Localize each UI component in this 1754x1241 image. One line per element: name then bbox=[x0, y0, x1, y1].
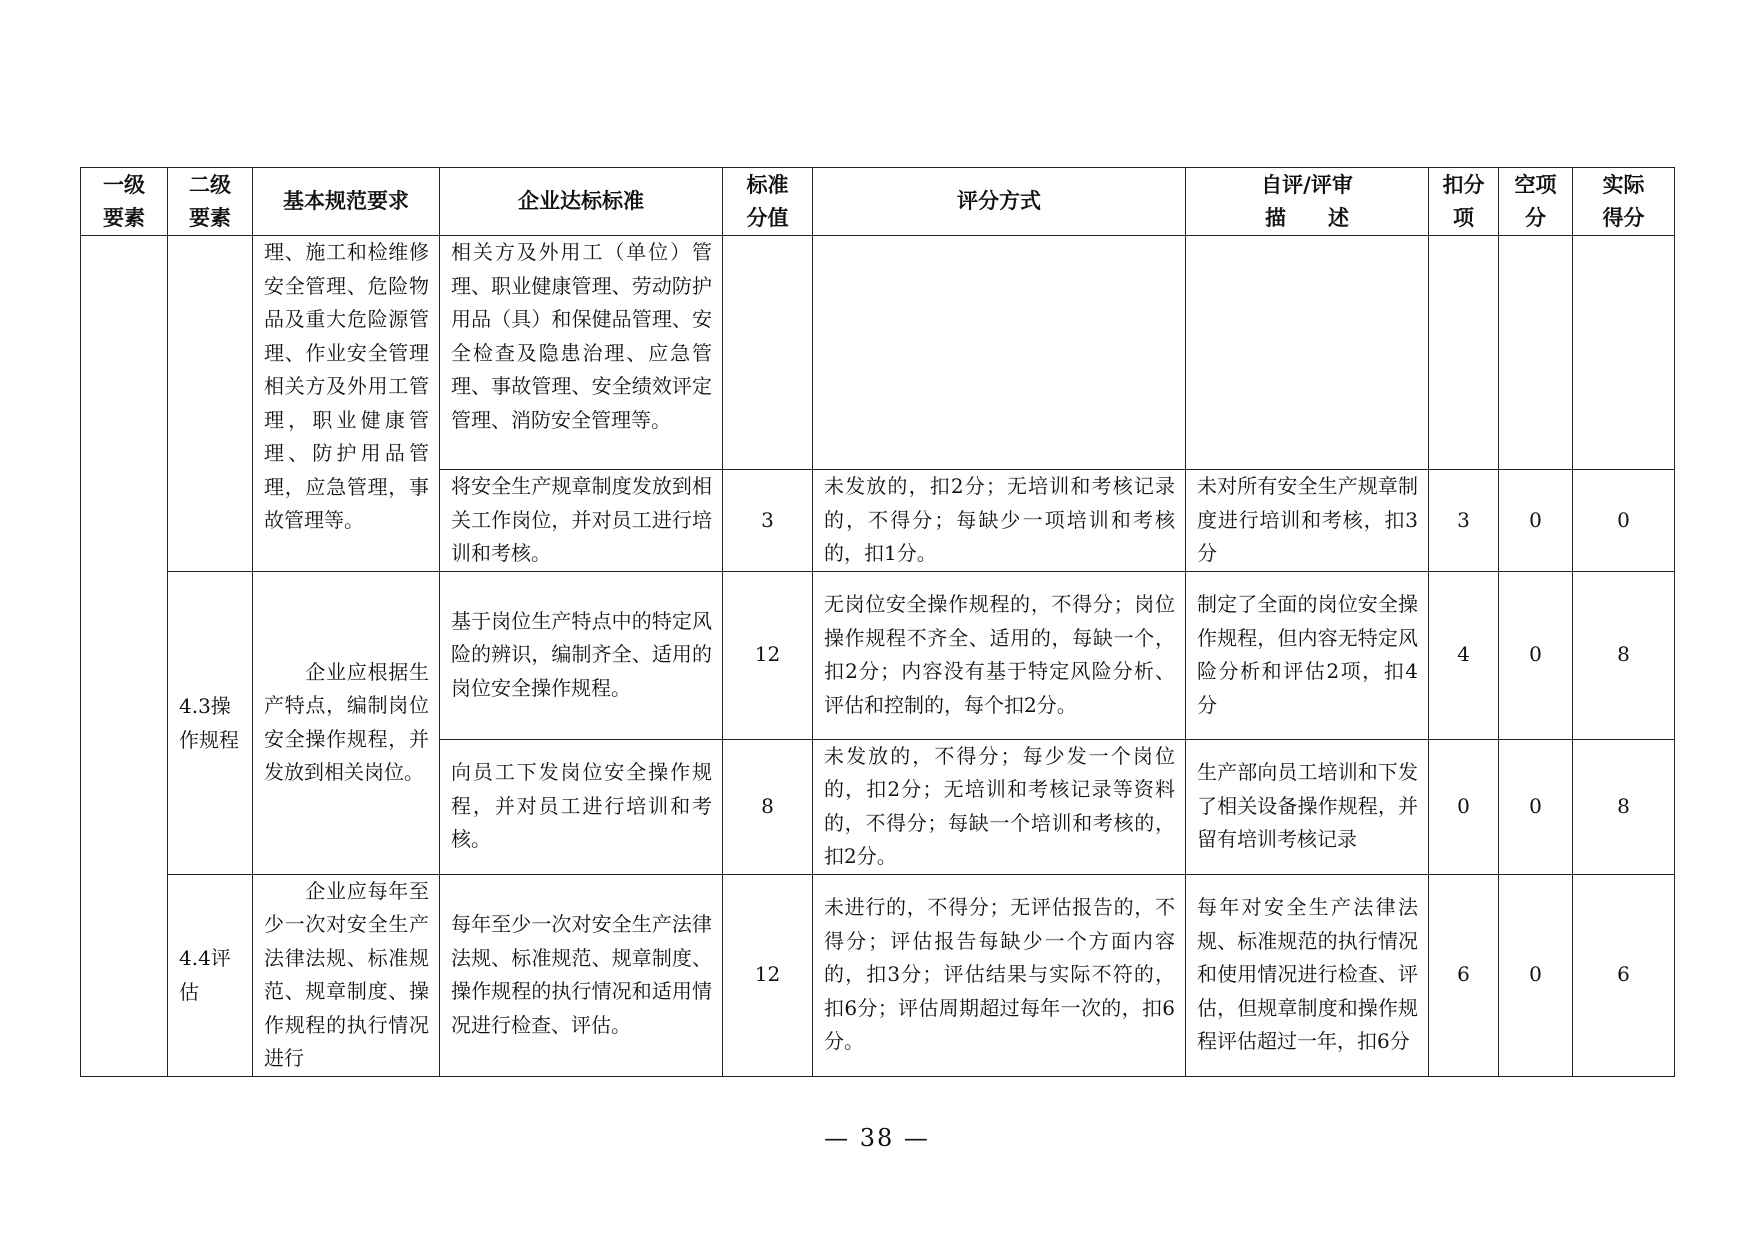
empty-cell bbox=[1499, 236, 1573, 470]
method-cell bbox=[813, 236, 1186, 470]
description-cell: 生产部向员工培训和下发了相关设备操作规程，并留有培训考核记录 bbox=[1186, 739, 1429, 874]
description-cell: 未对所有安全生产规章制度进行培训和考核，扣3分 bbox=[1186, 470, 1429, 572]
header-level1-element: 一级 要素 bbox=[81, 168, 168, 236]
standard-cell: 每年至少一次对安全生产法律法规、标准规范、规章制度、操作规程的执行情况和适用情况进行检查、评估。 bbox=[440, 874, 723, 1076]
actual-cell: 8 bbox=[1573, 571, 1675, 739]
requirement-cell bbox=[253, 571, 440, 874]
deduct-cell: 6 bbox=[1429, 874, 1499, 1076]
score-cell: 8 bbox=[723, 739, 813, 874]
header-deduction: 扣分 项 bbox=[1429, 168, 1499, 236]
level2-label: 4.4评估 bbox=[179, 946, 231, 1004]
standards-table bbox=[80, 167, 1675, 1077]
actual-cell bbox=[1573, 236, 1675, 470]
score-cell: 12 bbox=[723, 571, 813, 739]
score-cell: 12 bbox=[723, 874, 813, 1076]
standard-text: 相关方及外用工（单位）管理、职业健康管理、劳动防护用品（具）和保健品管理、安全检查及隐患治理、应急管理、事故管理、安全绩效评定管理、消防安全管理等。 bbox=[451, 240, 712, 432]
standard-cell: 将安全生产规章制度发放到相关工作岗位，并对员工进行培训和考核。 bbox=[440, 470, 723, 572]
deduct-cell: 0 bbox=[1429, 739, 1499, 874]
actual-cell: 6 bbox=[1573, 874, 1675, 1076]
method-cell: 无岗位安全操作规程的，不得分；岗位操作规程不齐全、适用的，每缺一个，扣2分；内容没有基于特定风险分析、评估和控制的，每个扣2分。 bbox=[813, 571, 1186, 739]
method-cell: 未发放的，不得分；每少发一个岗位的，扣2分；无培训和考核记录等资料的，不得分；每缺一个培训和考核的，扣2分。 bbox=[813, 739, 1186, 874]
empty-cell: 0 bbox=[1499, 874, 1573, 1076]
header-self-review-description: 自评/评审 描 述 bbox=[1186, 168, 1429, 236]
deduct-cell bbox=[1429, 236, 1499, 470]
method-cell: 未进行的，不得分；无评估报告的，不得分；评估报告每缺少一个方面内容的，扣3分；评估结果与实际不符的，扣6分；评估周期超过每年一次的，扣6分。 bbox=[813, 874, 1186, 1076]
description-cell: 制定了全面的岗位安全操作规程，但内容无特定风险分析和评估2项，扣4分 bbox=[1186, 571, 1429, 739]
actual-cell: 0 bbox=[1573, 470, 1675, 572]
table-row bbox=[81, 571, 1675, 739]
requirement-text: 理、施工和检维修安全管理、危险物品及重大危险源管理、作业安全管理相关方及外用工管理，职业健康管理、防护用品管理，应急管理，事故管理等。 bbox=[264, 240, 429, 532]
page-number: — 38 — bbox=[824, 1124, 930, 1152]
standard-cell: 基于岗位生产特点中的特定风险的辨识，编制齐全、适用的岗位安全操作规程。 bbox=[440, 571, 723, 739]
empty-cell: 0 bbox=[1499, 470, 1573, 572]
deduct-cell: 4 bbox=[1429, 571, 1499, 739]
table-row bbox=[81, 874, 1675, 1076]
requirement-text: 企业应根据生产特点，编制岗位安全操作规程，并发放到相关岗位。 bbox=[264, 659, 429, 784]
score-cell: 3 bbox=[723, 470, 813, 572]
header-empty-item: 空项 分 bbox=[1499, 168, 1573, 236]
table-header-row bbox=[81, 168, 1675, 236]
empty-cell: 0 bbox=[1499, 571, 1573, 739]
description-cell: 每年对安全生产法律法规、标准规范的执行情况和使用情况进行检查、评估，但规章制度和操作规程评估超过一年，扣6分 bbox=[1186, 874, 1429, 1076]
level1-cell bbox=[81, 236, 168, 1077]
deduct-cell: 3 bbox=[1429, 470, 1499, 572]
header-standard-score: 标准 分值 bbox=[723, 168, 813, 236]
header-compliance-standard: 企业达标标准 bbox=[440, 168, 723, 236]
level2-cell bbox=[168, 874, 253, 1076]
requirement-cell bbox=[253, 874, 440, 1076]
level2-label: 4.3操作规程 bbox=[179, 693, 239, 752]
requirement-text: 企业应每年至少一次对安全生产法律法规、标准规范、规章制度、操作规程的执行情况进行 bbox=[264, 878, 429, 1070]
table-row bbox=[81, 236, 1675, 470]
level2-cell bbox=[168, 236, 253, 572]
header-scoring-method: 评分方式 bbox=[813, 168, 1186, 236]
header-level2-element: 二级 要素 bbox=[168, 168, 253, 236]
header-actual-score: 实际 得分 bbox=[1573, 168, 1675, 236]
empty-cell: 0 bbox=[1499, 739, 1573, 874]
actual-cell: 8 bbox=[1573, 739, 1675, 874]
requirement-cell bbox=[253, 236, 440, 572]
description-cell bbox=[1186, 236, 1429, 470]
header-basic-requirement: 基本规范要求 bbox=[253, 168, 440, 236]
standard-cell: 向员工下发岗位安全操作规程，并对员工进行培训和考核。 bbox=[440, 739, 723, 874]
method-cell: 未发放的，扣2分；无培训和考核记录的，不得分；每缺少一项培训和考核的，扣1分。 bbox=[813, 470, 1186, 572]
level2-cell bbox=[168, 571, 253, 874]
standard-cell bbox=[440, 236, 723, 470]
score-cell bbox=[723, 236, 813, 470]
